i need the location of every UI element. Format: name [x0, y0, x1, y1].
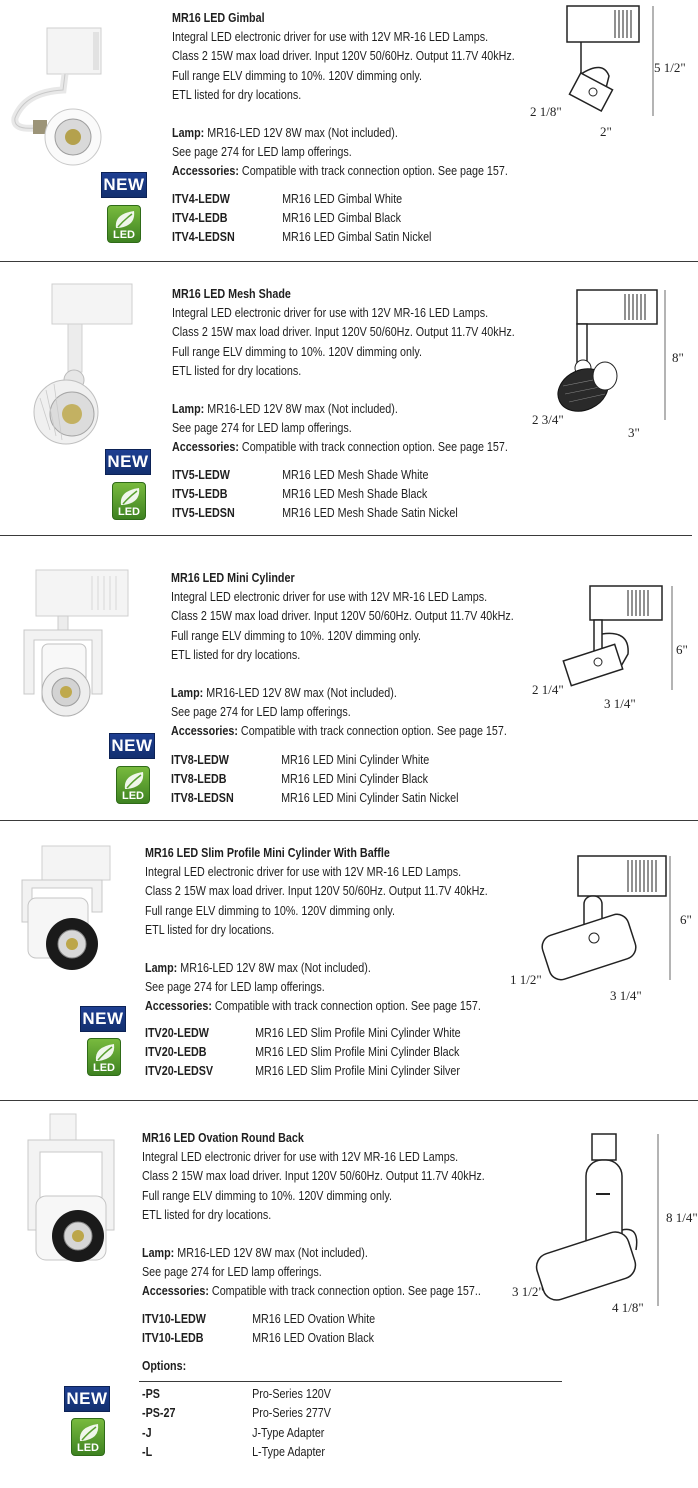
- product-photo: [26, 280, 136, 450]
- product-photo: [18, 842, 118, 972]
- sku-code: ITV8-LEDW: [171, 753, 229, 767]
- lamp-note: See page 274 for LED lamp offerings.: [145, 980, 325, 995]
- sku-code: ITV10-LEDB: [142, 1331, 204, 1346]
- dimension-depth: 3 1/2": [512, 1284, 544, 1299]
- product-info: [172, 9, 515, 182]
- lamp-line: [172, 400, 515, 419]
- sku-row: [145, 1024, 461, 1043]
- dimension-height: 5 1/2": [654, 60, 686, 75]
- product-info: [145, 844, 488, 1017]
- desc-line: Class 2 15W max load driver. Input 120V 50/60Hz. Output 11.7V 40kHz.: [142, 1169, 485, 1184]
- sku-code: ITV4-LEDW: [172, 192, 230, 206]
- product-title: MR16 LED Slim Profile Mini Cylinder With Baffle: [145, 846, 390, 860]
- dimension-height: 6": [680, 912, 692, 927]
- sku-name: MR16 LED Mesh Shade Black: [282, 487, 428, 502]
- section-divider: [0, 261, 698, 262]
- product-title: MR16 LED Gimbal: [172, 11, 265, 25]
- product-title: MR16 LED Ovation Round Back: [142, 1131, 304, 1145]
- new-badge: NEW: [80, 1006, 126, 1032]
- sku-name: MR16 LED Gimbal Black: [282, 211, 401, 226]
- new-badge: NEW: [105, 449, 151, 475]
- lamp-text: MR16-LED 12V 8W max (Not included).: [177, 1246, 368, 1261]
- accessories-text: Compatible with track connection option. See page 157..: [211, 1284, 481, 1299]
- accessories-line: [142, 1282, 485, 1301]
- desc-line: ETL listed for dry locations.: [142, 1207, 272, 1222]
- accessories-line: [171, 722, 514, 741]
- sku-list: [172, 190, 431, 248]
- option-name: Pro-Series 120V: [252, 1387, 331, 1401]
- accessories-label: Accessories:: [172, 164, 239, 179]
- product-photo: [6, 566, 131, 726]
- lamp-label: Lamp:: [171, 686, 204, 701]
- lamp-line: [142, 1244, 485, 1263]
- lamp-label: Lamp:: [172, 402, 205, 417]
- desc-line: Class 2 15W max load driver. Input 120V 50/60Hz. Output 11.7V 40kHz.: [145, 884, 488, 899]
- sku-name: MR16 LED Mini Cylinder White: [281, 753, 430, 767]
- sku-row: [171, 770, 459, 789]
- lamp-label: Lamp:: [172, 126, 205, 141]
- desc-line: Integral LED electronic driver for use with 12V MR-16 LED Lamps.: [142, 1150, 459, 1165]
- accessories-label: Accessories:: [172, 440, 239, 455]
- sku-code: ITV8-LEDSN: [171, 791, 234, 806]
- sku-code: ITV20-LEDB: [145, 1045, 207, 1060]
- accessories-label: Accessories:: [142, 1284, 209, 1299]
- dimension-width: 3 1/4": [610, 988, 642, 1003]
- sku-code: ITV20-LEDW: [145, 1026, 209, 1040]
- sku-code: ITV8-LEDB: [171, 772, 227, 787]
- option-row: [142, 1424, 331, 1443]
- desc-line: Integral LED electronic driver for use with 12V MR-16 LED Lamps.: [172, 30, 489, 45]
- led-badge: [112, 482, 146, 520]
- desc-line: ETL listed for dry locations.: [145, 922, 275, 937]
- desc-line: ETL listed for dry locations.: [172, 87, 302, 102]
- desc-line: Class 2 15W max load driver. Input 120V 50/60Hz. Output 11.7V 40kHz.: [172, 325, 515, 340]
- led-badge: [71, 1418, 105, 1456]
- sku-row: [172, 228, 431, 247]
- dimension-width: 2": [600, 124, 612, 139]
- lamp-text: MR16-LED 12V 8W max (Not included).: [207, 126, 398, 141]
- desc-line: Class 2 15W max load driver. Input 120V 50/60Hz. Output 11.7V 40kHz.: [171, 609, 514, 624]
- lamp-note: See page 274 for LED lamp offerings.: [172, 421, 352, 436]
- sku-name: MR16 LED Gimbal White: [282, 192, 403, 206]
- option-row: [142, 1443, 331, 1462]
- options-list: [142, 1385, 331, 1463]
- dimension-width: 3": [628, 425, 640, 440]
- accessories-label: Accessories:: [171, 724, 238, 739]
- led-badge-label: LED: [93, 1062, 115, 1074]
- led-badge-label: LED: [77, 1442, 99, 1454]
- desc-line: Class 2 15W max load driver. Input 120V 50/60Hz. Output 11.7V 40kHz.: [172, 49, 515, 64]
- sku-name: MR16 LED Mini Cylinder Satin Nickel: [281, 791, 459, 806]
- option-code: -PS: [142, 1387, 160, 1401]
- section-divider: [0, 535, 692, 536]
- sku-row: [171, 789, 459, 808]
- desc-line: Full range ELV dimming to 10%. 120V dimming only.: [142, 1188, 392, 1203]
- lamp-note: See page 274 for LED lamp offerings.: [172, 145, 352, 160]
- section-divider: [0, 1100, 698, 1101]
- lamp-text: MR16-LED 12V 8W max (Not included).: [180, 961, 371, 976]
- product-info: [172, 285, 515, 458]
- sku-list: [142, 1310, 375, 1348]
- new-badge: NEW: [109, 733, 155, 759]
- sku-list: [145, 1024, 461, 1082]
- dimension-drawing: [538, 852, 678, 992]
- desc-line: Full range ELV dimming to 10%. 120V dimming only.: [172, 68, 422, 83]
- options-heading-label: Options:: [142, 1359, 187, 1373]
- lamp-label: Lamp:: [142, 1246, 175, 1261]
- desc-line: Full range ELV dimming to 10%. 120V dimming only.: [145, 903, 395, 918]
- lamp-note: See page 274 for LED lamp offerings.: [142, 1265, 322, 1280]
- sku-row: [172, 209, 431, 228]
- dimension-depth: 1 1/2": [510, 972, 542, 987]
- led-badge: [116, 766, 150, 804]
- led-badge: [107, 205, 141, 243]
- option-code: -PS-27: [142, 1406, 176, 1421]
- option-row: [142, 1404, 331, 1423]
- sku-list: [171, 751, 459, 809]
- accessories-text: Compatible with track connection option. See page 157.: [240, 724, 507, 739]
- sku-row: [145, 1062, 461, 1081]
- product-info: [171, 569, 514, 742]
- dimension-width: 3 1/4": [604, 696, 636, 711]
- dimension-height: 6": [676, 642, 688, 657]
- lamp-line: [172, 124, 515, 143]
- lamp-text: MR16-LED 12V 8W max (Not included).: [206, 686, 397, 701]
- desc-line: Full range ELV dimming to 10%. 120V dimming only.: [171, 628, 421, 643]
- desc-line: ETL listed for dry locations.: [172, 363, 302, 378]
- sku-row: [145, 1043, 461, 1062]
- lamp-note: See page 274 for LED lamp offerings.: [171, 705, 351, 720]
- option-code: -L: [142, 1445, 153, 1460]
- product-title: MR16 LED Mini Cylinder: [171, 571, 295, 585]
- sku-row: [142, 1310, 375, 1329]
- sku-name: MR16 LED Ovation White: [252, 1312, 376, 1326]
- sku-code: ITV10-LEDW: [142, 1312, 206, 1326]
- lamp-text: MR16-LED 12V 8W max (Not included).: [207, 402, 398, 417]
- sku-row: [172, 466, 458, 485]
- accessories-line: [172, 162, 515, 181]
- lamp-line: [145, 959, 488, 978]
- option-name: L-Type Adapter: [252, 1445, 325, 1460]
- dimension-depth: 2 1/4": [532, 682, 564, 697]
- desc-line: Full range ELV dimming to 10%. 120V dimming only.: [172, 344, 422, 359]
- product-photo: [22, 1110, 122, 1280]
- dimension-depth: 2 3/4": [532, 412, 564, 427]
- sku-name: MR16 LED Mini Cylinder Black: [281, 772, 429, 787]
- led-badge-label: LED: [118, 506, 140, 518]
- lamp-line: [171, 684, 514, 703]
- dimension-height: 8": [672, 350, 684, 365]
- accessories-line: [145, 997, 488, 1016]
- desc-line: Integral LED electronic driver for use with 12V MR-16 LED Lamps.: [145, 865, 462, 880]
- sku-name: MR16 LED Slim Profile Mini Cylinder Silver: [255, 1064, 460, 1079]
- dimension-width: 4 1/8": [612, 1300, 644, 1315]
- option-code: -J: [142, 1425, 152, 1440]
- desc-line: ETL listed for dry locations.: [171, 647, 301, 662]
- sku-name: MR16 LED Slim Profile Mini Cylinder White: [255, 1026, 461, 1040]
- sku-name: MR16 LED Ovation Black: [252, 1331, 374, 1346]
- accessories-text: Compatible with track connection option. See page 157.: [241, 164, 508, 179]
- lamp-label: Lamp:: [145, 961, 178, 976]
- sku-row: [172, 190, 431, 209]
- sku-row: [172, 504, 458, 523]
- sku-code: ITV20-LEDSV: [145, 1064, 214, 1079]
- dimension-depth: 2 1/8": [530, 104, 562, 119]
- sku-name: MR16 LED Gimbal Satin Nickel: [282, 230, 432, 245]
- sku-code: ITV4-LEDB: [172, 211, 228, 226]
- sku-code: ITV5-LEDB: [172, 487, 228, 502]
- sku-row: [171, 751, 459, 770]
- option-name: Pro-Series 277V: [252, 1406, 331, 1421]
- dimension-drawing: [553, 286, 673, 436]
- sku-name: MR16 LED Mesh Shade White: [282, 468, 429, 482]
- led-badge-label: LED: [122, 790, 144, 802]
- product-info: [142, 1129, 485, 1302]
- desc-line: Integral LED electronic driver for use with 12V MR-16 LED Lamps.: [172, 306, 489, 321]
- dimension-drawing: [524, 1130, 664, 1320]
- sku-list: [172, 466, 458, 524]
- dimension-drawing: [553, 4, 663, 124]
- options-heading: [142, 1357, 186, 1376]
- product-photo: [5, 22, 105, 172]
- desc-line: Integral LED electronic driver for use with 12V MR-16 LED Lamps.: [171, 590, 488, 605]
- sku-row: [172, 485, 458, 504]
- dimension-drawing: [560, 582, 680, 702]
- led-badge: [87, 1038, 121, 1076]
- product-title: MR16 LED Mesh Shade: [172, 287, 291, 301]
- accessories-text: Compatible with track connection option. See page 157.: [241, 440, 508, 455]
- options-divider: [139, 1381, 562, 1382]
- dimension-height: 8 1/4": [666, 1210, 698, 1225]
- new-badge: NEW: [64, 1386, 110, 1412]
- sku-code: ITV5-LEDW: [172, 468, 230, 482]
- option-row: [142, 1385, 331, 1404]
- accessories-text: Compatible with track connection option. See page 157.: [214, 999, 481, 1014]
- sku-name: MR16 LED Slim Profile Mini Cylinder Black: [255, 1045, 460, 1060]
- sku-code: ITV4-LEDSN: [172, 230, 235, 245]
- led-badge-label: LED: [113, 229, 135, 241]
- new-badge: NEW: [101, 172, 147, 198]
- sku-row: [142, 1329, 375, 1348]
- accessories-line: [172, 438, 515, 457]
- section-divider: [0, 820, 698, 821]
- sku-name: MR16 LED Mesh Shade Satin Nickel: [282, 506, 458, 521]
- accessories-label: Accessories:: [145, 999, 212, 1014]
- option-name: J-Type Adapter: [252, 1425, 325, 1440]
- sku-code: ITV5-LEDSN: [172, 506, 235, 521]
